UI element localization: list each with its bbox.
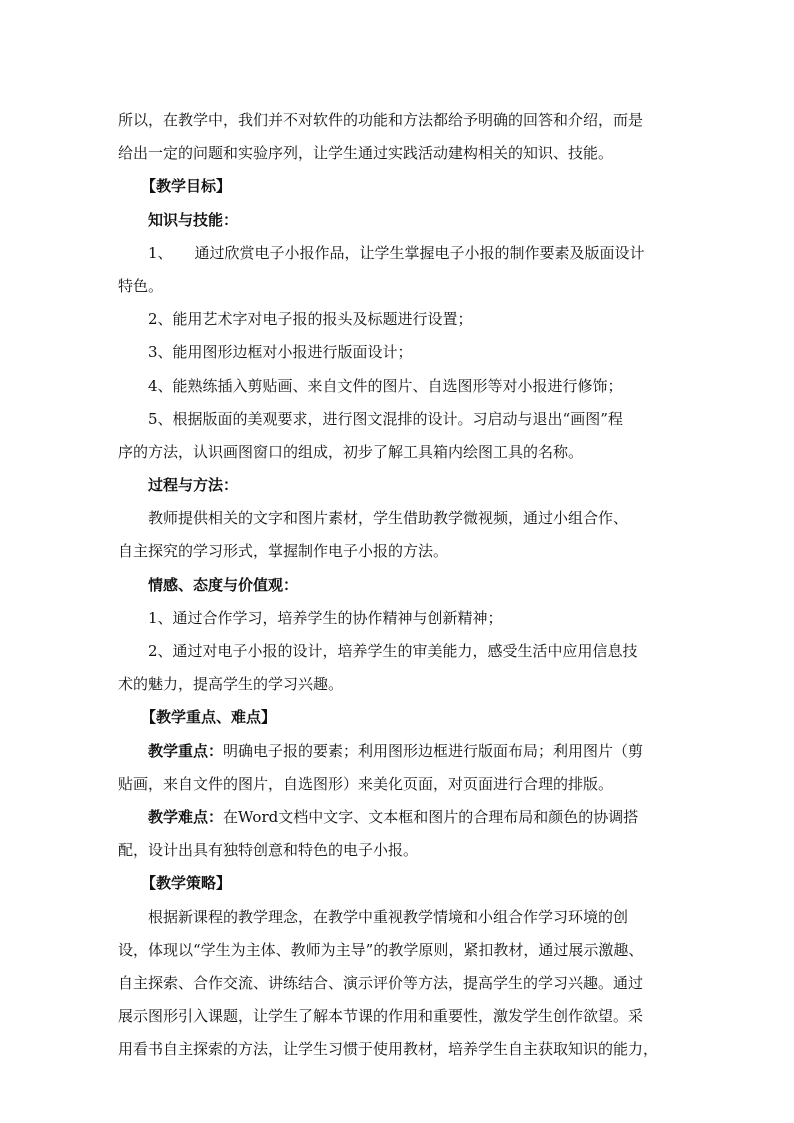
section-heading-objectives: 【教学目标】 (141, 177, 232, 196)
list-item (118, 237, 678, 270)
paragraph-line: 术的魅力，提高学生的学习兴趣。 (118, 675, 344, 694)
subheading-emotion: 情感、态度与价值观： (148, 575, 299, 594)
list-item: 1、通过合作学习，培养学生的协作精神与创新精神； (148, 608, 503, 627)
section-heading-keypoints: 【教学重点、难点】 (141, 708, 277, 727)
focus-text: 明确电子报的要素；利用图形边框进行版面布局；利用图片（剪 (223, 741, 644, 760)
list-item: 2、能用艺术字对电子报的报头及标题进行设置； (148, 310, 473, 329)
paragraph-line: 自主探究的学习形式，掌握制作电子小报的方法。 (118, 542, 449, 561)
difficulty-text: 在Word文档中文字、文本框和图片的合理布局和颜色的协调搭 (223, 807, 639, 826)
paragraph-line (118, 801, 678, 834)
paragraph-line: 贴画，来自文件的图片，自选图形）来美化页面，对页面进行合理的排版。 (118, 774, 614, 793)
paragraph-line: 配，设计出具有独特创意和特色的电子小报。 (118, 841, 419, 860)
list-item: 2、通过对电子小报的设计，培养学生的审美能力，感受生活中应用信息技 (148, 642, 638, 660)
paragraph-line: 给出一定的问题和实验序列，让学生通过实践活动建构相关的知识、技能。 (118, 144, 614, 163)
paragraph-line: 序的方法，认识画图窗口的组成，初步了解工具箱内绘图工具的名称。 (118, 442, 584, 461)
list-item: 5、根据版面的美观要求，进行图文混排的设计。习启动与退出“画图”程 (148, 409, 623, 428)
paragraph-line: 展示图形引入课题，让学生了解本节课的作用和重要性，激发学生创作欲望。采 (118, 1007, 644, 1026)
difficulty-label: 教学难点： (148, 807, 224, 826)
list-item-number: 1、 (148, 243, 173, 262)
subheading-process: 过程与方法： (148, 476, 239, 495)
document-body (118, 104, 678, 1066)
paragraph-line: 用看书自主探索的方法，让学生习惯于使用教材，培养学生自主获取知识的能力， (118, 1040, 659, 1059)
paragraph-line (118, 735, 678, 768)
list-item: 4、能熟练插入剪贴画、来自文件的图片、自选图形等对小报进行修饰； (148, 376, 623, 395)
paragraph-line: 教师提供相关的文字和图片素材，学生借助教学微视频，通过小组合作、 (148, 509, 629, 528)
list-item: 3、能用图形边框对小报进行版面设计； (148, 343, 413, 362)
paragraph-line: 自主探索、合作交流、讲练结合、演示评价等方法，提高学生的学习兴趣。通过 (118, 973, 644, 992)
section-heading-strategy: 【教学策略】 (141, 874, 232, 893)
subheading-knowledge: 知识与技能： (148, 210, 239, 229)
paragraph-line: 根据新课程的教学理念，在教学中重视教学情境和小组合作学习环境的创 (148, 907, 629, 926)
focus-label: 教学重点： (148, 741, 224, 760)
paragraph-line: 所以，在教学中，我们并不对软件的功能和方法都给予明确的回答和介绍，而是 (118, 111, 644, 129)
list-item-text: 通过欣赏电子小报作品，让学生掌握电子小报的制作要素及版面设计 (194, 243, 645, 262)
paragraph-line: 特色。 (118, 276, 164, 295)
paragraph-line: 设，体现以“学生为主体、教师为主导”的教学原则，紧扣教材，通过展示激趣、 (118, 940, 644, 959)
